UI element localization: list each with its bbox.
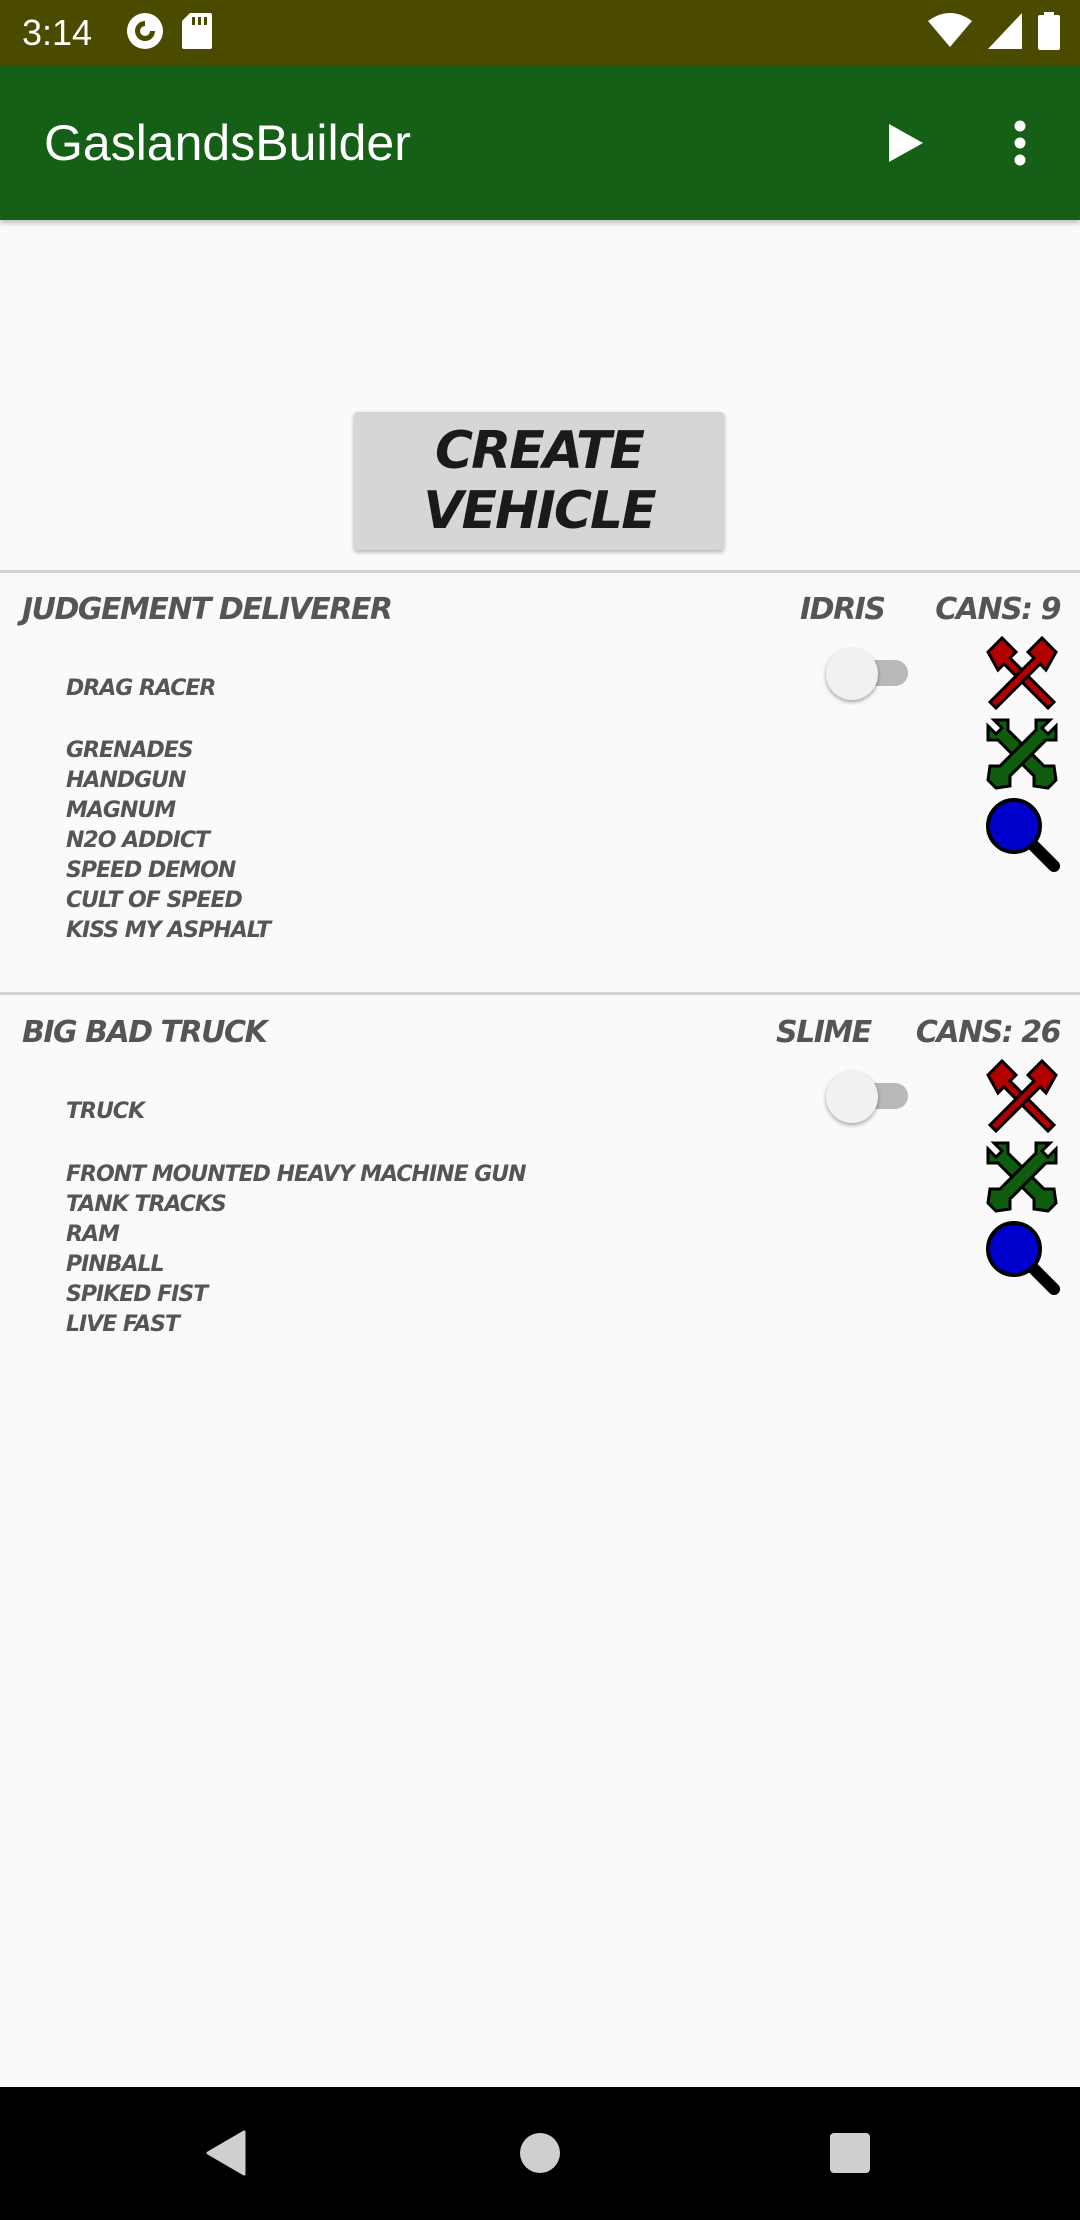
vehicle-items-list [66, 736, 270, 946]
list-item: TANK TRACKS [66, 1192, 226, 1217]
app-bar [0, 66, 1080, 220]
list-item: N2O ADDICT [66, 828, 209, 853]
divider [0, 570, 1080, 573]
list-item: HANDGUN [66, 768, 186, 793]
play-icon [889, 124, 923, 162]
status-notification-icons [126, 14, 212, 52]
vehicle-name: BIG BAD TRUCK [22, 1015, 267, 1050]
delete-vehicle-button[interactable] [984, 636, 1060, 712]
vehicle-cans: CANS: 9 [935, 592, 1060, 627]
vehicle-toggle[interactable] [826, 1067, 916, 1123]
divider [0, 992, 1080, 995]
recents-button[interactable] [820, 2123, 880, 2183]
list-item: SPEED DEMON [66, 858, 236, 883]
list-item: CULT OF SPEED [66, 888, 242, 913]
vehicle-type: TRUCK [66, 1099, 145, 1124]
play-button[interactable] [876, 113, 936, 173]
crossed-hammers-icon [984, 636, 1060, 712]
pocket-casts-icon [126, 12, 164, 55]
switch-thumb [826, 648, 878, 700]
vehicle-name: JUDGEMENT DELIVERER [22, 592, 392, 627]
list-item: SPIKED FIST [66, 1282, 208, 1307]
list-item: GRENADES [66, 738, 193, 763]
magnifying-glass-icon [984, 796, 1060, 872]
back-icon [204, 2130, 248, 2176]
vehicle-sponsor: SLIME [776, 1015, 871, 1050]
more-vert-icon [1013, 120, 1027, 166]
navigation-bar [0, 2087, 1080, 2220]
list-item: MAGNUM [66, 798, 176, 823]
crossed-wrenches-icon [984, 716, 1060, 792]
list-item: LIVE FAST [66, 1312, 179, 1337]
vehicle-toggle[interactable] [826, 644, 916, 700]
edit-vehicle-button[interactable] [984, 1139, 1060, 1215]
vehicle-cans: CANS: 26 [915, 1015, 1060, 1050]
battery-icon [1038, 12, 1060, 55]
list-item: PINBALL [66, 1252, 164, 1277]
home-icon [518, 2131, 562, 2175]
edit-vehicle-button[interactable] [984, 716, 1060, 792]
status-bar [0, 0, 1080, 66]
status-time: 3:14 [22, 12, 93, 53]
wifi-icon [928, 13, 972, 54]
view-vehicle-button[interactable] [984, 1219, 1060, 1295]
vehicle-type: DRAG RACER [66, 676, 216, 701]
crossed-wrenches-icon [984, 1139, 1060, 1215]
sd-card-icon [182, 13, 212, 54]
recents-icon [829, 2132, 871, 2174]
delete-vehicle-button[interactable] [984, 1059, 1060, 1135]
crossed-hammers-icon [984, 1059, 1060, 1135]
back-button[interactable] [196, 2123, 256, 2183]
create-vehicle-button[interactable]: CREATE VEHICLE [354, 412, 724, 550]
vehicle-card-big-bad-truck[interactable] [0, 1015, 1080, 1375]
status-system-icons [928, 12, 1060, 54]
list-item: KISS MY ASPHALT [66, 918, 271, 943]
list-item: FRONT MOUNTED HEAVY MACHINE GUN [66, 1162, 526, 1187]
vehicle-card-judgement-deliverer[interactable] [0, 592, 1080, 990]
home-button[interactable] [510, 2123, 570, 2183]
switch-thumb [826, 1071, 878, 1123]
app-title: GaslandsBuilder [44, 115, 411, 171]
vehicle-items-list [66, 1160, 526, 1340]
magnifying-glass-icon [984, 1219, 1060, 1295]
list-item: RAM [66, 1222, 119, 1247]
cellular-signal-icon [988, 13, 1022, 54]
vehicle-sponsor: IDRIS [800, 592, 885, 627]
more-options-button[interactable] [990, 113, 1050, 173]
view-vehicle-button[interactable] [984, 796, 1060, 872]
